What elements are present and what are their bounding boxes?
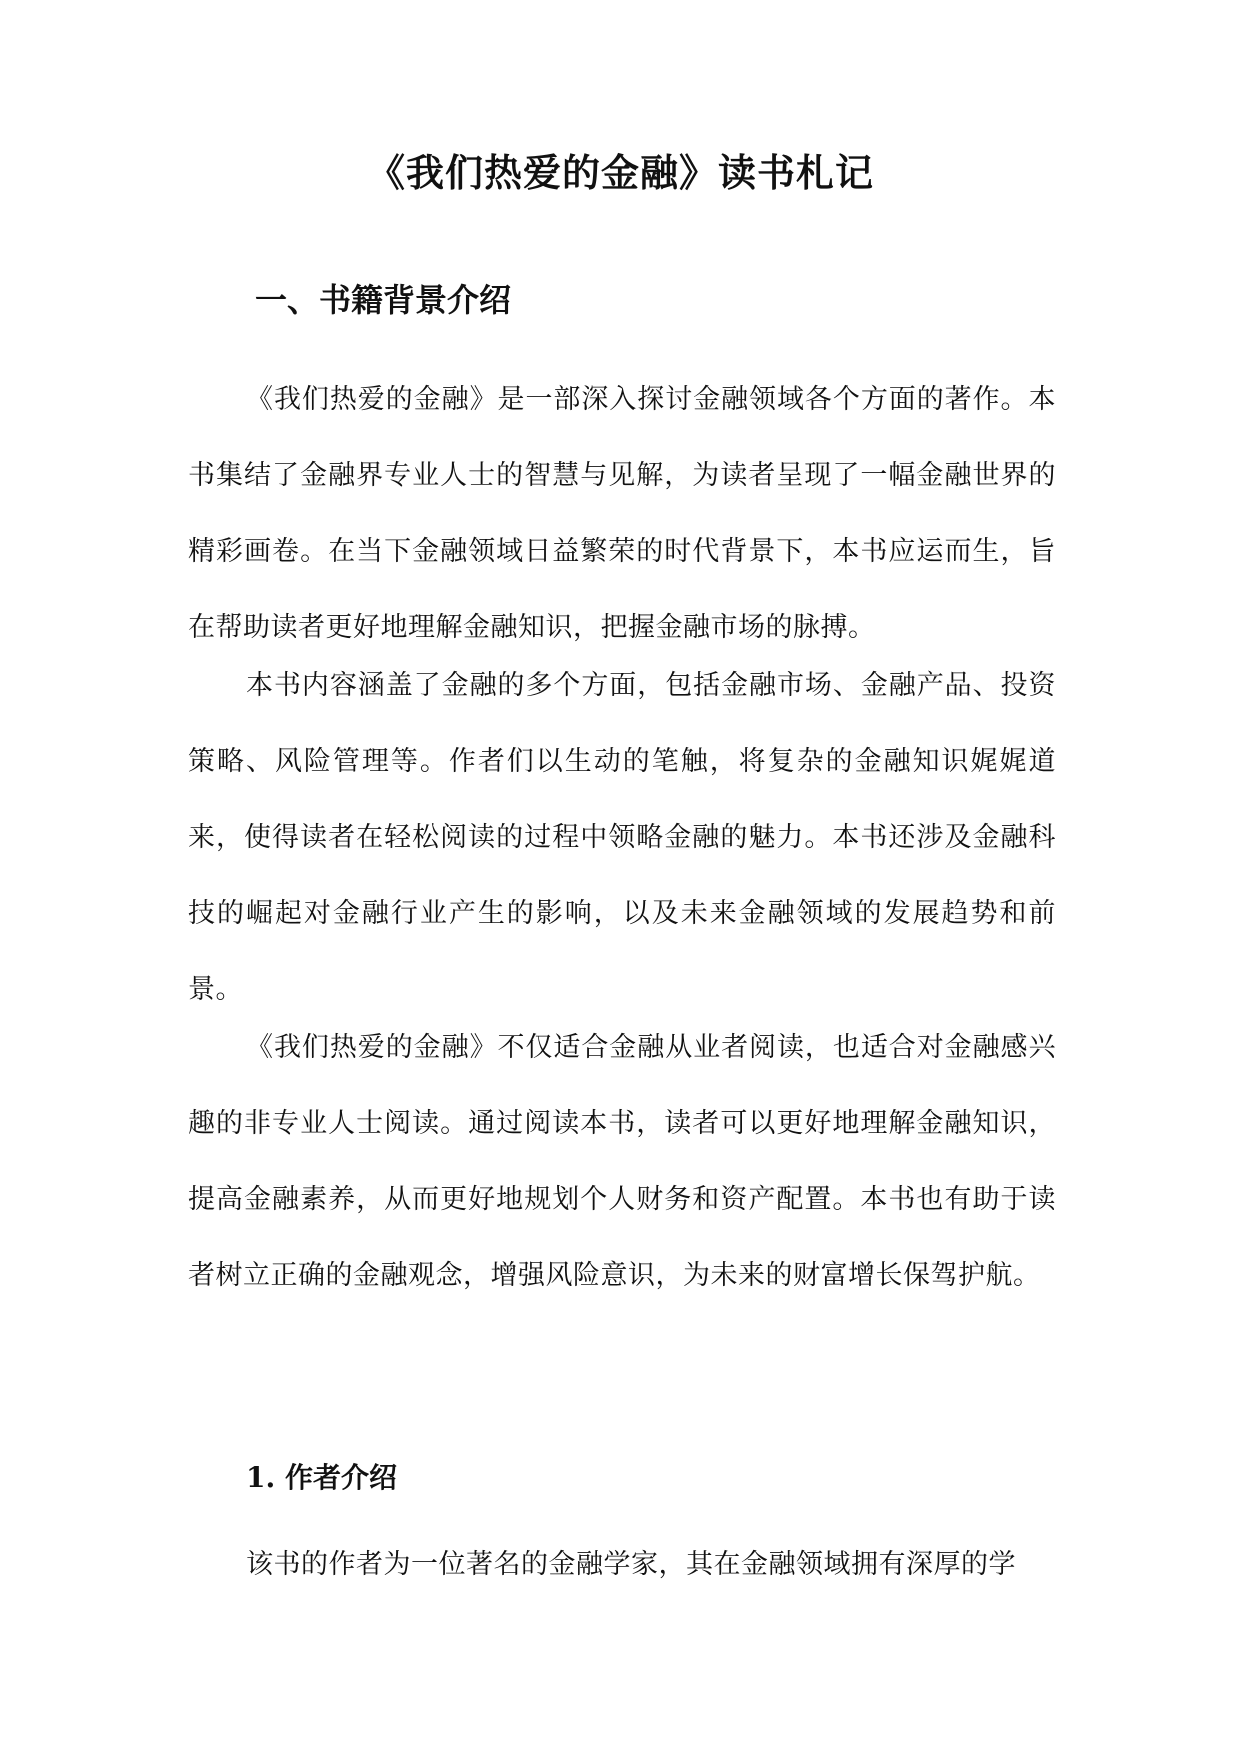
paragraph-intro: 《我们热爱的金融》是一部深入探讨金融领域各个方面的著作。本书集结了金融界专业人士的智慧与见解，为读者呈现了一幅金融世界的精彩画卷。在当下金融领域日益繁荣的时代背景下，本书应运而生，旨在帮助读者更好地理解金融知识，把握金融市场的脉搏。 bbox=[188, 384, 1056, 643]
paragraph-content: 本书内容涵盖了金融的多个方面，包括金融市场、金融产品、投资策略、风险管理等。作者们以生动的笔触，将复杂的金融知识娓娓道来，使得读者在轻松阅读的过程中领略金融的魅力。本书还涉及金融科技的崛起对金融行业产生的影响，以及未来金融领域的发展趋势和前景。 bbox=[188, 670, 1056, 1005]
paragraph-audience: 《我们热爱的金融》不仅适合金融从业者阅读，也适合对金融感兴趣的非专业人士阅读。通过阅读本书，读者可以更好地理解金融知识，提高金融素养，从而更好地规划个人财务和资产配置。本书也有助于读者树立正确的金融观念，增强风险意识，为未来的财富增长保驾护航。 bbox=[188, 1032, 1056, 1291]
document-title: 《我们热爱的金融》读书札记 bbox=[366, 150, 874, 195]
paragraph-author: 该书的作者为一位著名的金融学家，其在金融领域拥有深厚的学 bbox=[246, 1549, 1016, 1580]
section-heading-background: 一、书籍背景介绍 bbox=[255, 281, 512, 319]
subsection-heading-author: 1. 作者介绍 bbox=[246, 1461, 397, 1494]
